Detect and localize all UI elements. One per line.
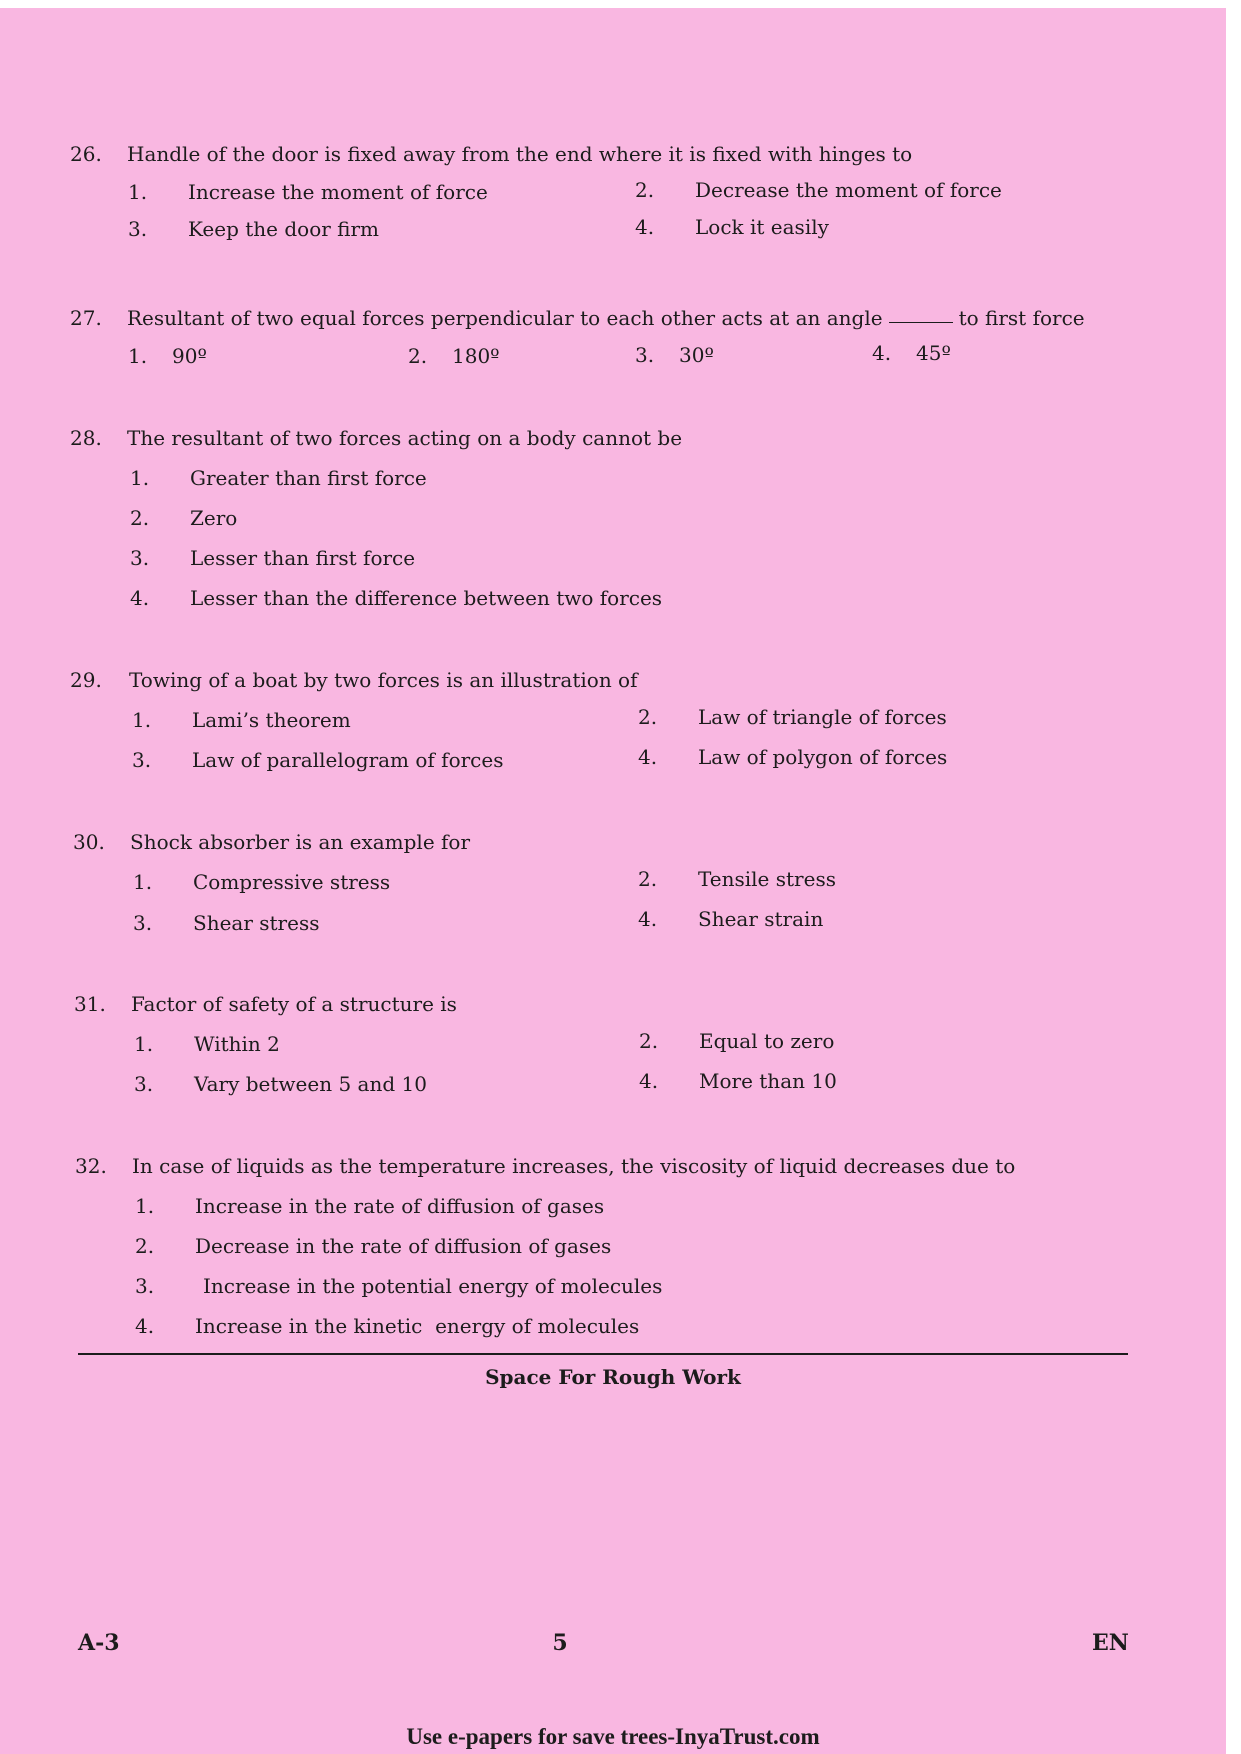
option-text: Compressive stress — [193, 870, 391, 894]
option-text: Decrease the moment of force — [695, 178, 1002, 202]
option-number: 2. — [635, 178, 655, 202]
option-text: Greater than first force — [190, 466, 427, 490]
option-text: Tensile stress — [698, 867, 836, 891]
question-text-after: to first force — [958, 306, 1085, 330]
option-text: 45º — [916, 341, 951, 365]
question-number: 29. — [70, 668, 102, 692]
option-text: Within 2 — [194, 1032, 280, 1056]
option-text: Lesser than first force — [190, 546, 416, 570]
option-text: Increase the moment of force — [188, 180, 488, 204]
option-text: Law of parallelogram of forces — [192, 748, 504, 772]
option-text: Decrease in the rate of diffusion of gases — [195, 1234, 612, 1258]
option-number: 3. — [130, 546, 150, 570]
option-number: 4. — [638, 745, 658, 769]
option-text: More than 10 — [699, 1069, 837, 1093]
question-text-before: Resultant of two equal forces perpendicular to each other acts at an angle — [127, 306, 883, 330]
option-number: 1. — [128, 344, 148, 368]
option-number: 3. — [635, 343, 655, 367]
option-text: 180º — [452, 344, 500, 368]
option-number: 2. — [135, 1234, 155, 1258]
promo-text: Use e-papers for save trees-InyaTrust.com — [406, 1724, 820, 1749]
question-number: 30. — [73, 830, 105, 854]
option-text: Law of polygon of forces — [698, 745, 948, 769]
option-number: 3. — [133, 911, 153, 935]
option-number: 4. — [130, 586, 150, 610]
question-number: 28. — [70, 426, 102, 450]
option-number: 2. — [130, 506, 150, 530]
option-text: Shear stress — [193, 911, 320, 935]
option-text: Increase in the kinetic energy of molecules — [195, 1314, 640, 1338]
option-text: Lesser than the difference between two forces — [190, 586, 663, 610]
option-number: 1. — [128, 180, 148, 204]
page-number: 5 — [552, 1630, 568, 1656]
option-number: 1. — [132, 708, 152, 732]
option-number: 4. — [639, 1069, 659, 1093]
option-number: 2. — [639, 1029, 659, 1053]
option-text: 30º — [679, 343, 714, 367]
question-text: Handle of the door is fixed away from the end where it is fixed with hinges to — [127, 142, 913, 166]
option-number: 3. — [132, 748, 152, 772]
option-text: Increase in the rate of diffusion of gases — [195, 1194, 605, 1218]
question-text: Towing of a boat by two forces is an illustration of — [129, 668, 638, 692]
booklet-code: A-3 — [78, 1630, 120, 1656]
option-text: Keep the door firm — [188, 217, 380, 241]
option-text: Lami’s theorem — [192, 708, 351, 732]
question-paper-page — [0, 8, 1226, 1754]
option-number: 1. — [133, 870, 153, 894]
option-number: 4. — [635, 215, 655, 239]
option-number: 3. — [128, 217, 148, 241]
option-text: Increase in the potential energy of molecules — [203, 1274, 663, 1298]
question-text: The resultant of two forces acting on a body cannot be — [127, 426, 683, 450]
option-number: 3. — [135, 1274, 155, 1298]
question-text — [127, 306, 1085, 330]
rough-work-label: Space For Rough Work — [485, 1365, 741, 1389]
answer-blank — [889, 322, 953, 323]
option-text: Zero — [190, 506, 238, 530]
option-number: 4. — [135, 1314, 155, 1338]
question-text: In case of liquids as the temperature increases, the viscosity of liquid decreases due to — [132, 1154, 1016, 1178]
option-number: 4. — [638, 907, 658, 931]
option-number: 1. — [134, 1032, 154, 1056]
option-text: Shear strain — [698, 907, 824, 931]
option-number: 1. — [130, 466, 150, 490]
question-text: Shock absorber is an example for — [130, 830, 471, 854]
option-number: 3. — [134, 1072, 154, 1096]
option-text: 90º — [172, 344, 207, 368]
option-number: 2. — [638, 867, 658, 891]
option-text: Law of triangle of forces — [698, 705, 947, 729]
option-number: 4. — [872, 341, 892, 365]
option-text: Lock it easily — [695, 215, 829, 239]
option-text: Equal to zero — [699, 1029, 835, 1053]
option-number: 2. — [408, 344, 428, 368]
question-number: 27. — [70, 306, 102, 330]
option-number: 1. — [135, 1194, 155, 1218]
language-code: EN — [1092, 1630, 1129, 1656]
question-text: Factor of safety of a structure is — [131, 992, 457, 1016]
question-number: 31. — [74, 992, 106, 1016]
question-number: 32. — [75, 1154, 107, 1178]
question-number: 26. — [70, 142, 102, 166]
option-text: Vary between 5 and 10 — [194, 1072, 427, 1096]
option-number: 2. — [638, 705, 658, 729]
divider-line — [78, 1353, 1128, 1355]
